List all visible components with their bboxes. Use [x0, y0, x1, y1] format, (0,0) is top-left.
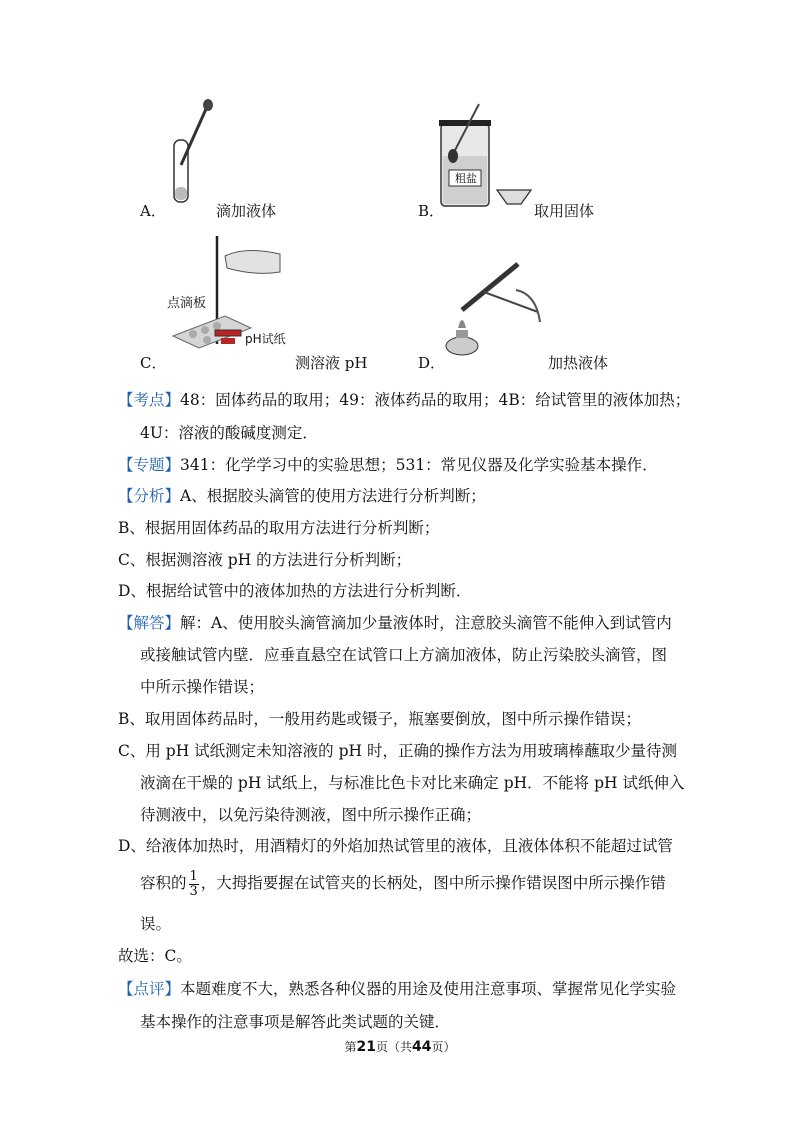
fenxi-text-3: C、根据测溶液 pH 的方法进行分析判断；	[118, 551, 412, 569]
fraction-numerator: 1	[189, 868, 198, 884]
jieda-c3: 待测液中，以免污染待测液，图中所示操作正确；	[140, 806, 482, 824]
dropper-figure	[160, 95, 220, 210]
fenxi-text-1: A、根据胶头滴管的使用方法进行分析判断；	[180, 487, 486, 505]
footer-total-pages: 44	[412, 1039, 432, 1055]
dianping-text-1: 本题难度不大，熟悉各种仪器的用途及使用注意事项、掌握常见化学实验	[180, 980, 677, 998]
dianping-tag: 【点评】	[118, 980, 181, 998]
jieda-d1: D、给液体加热时，用酒精灯的外焰加热试管里的液体，且液体体积不能超过试管	[118, 837, 673, 855]
jieda-a1: 解：A、使用胶头滴管滴加少量液体时，注意胶头滴管不能伸入到试管内	[180, 614, 672, 632]
zhuanti-text: 341：化学学习中的实验思想；531：常见仪器及化学实验基本操作．	[180, 456, 658, 474]
jieda-c2: 液滴在干燥的 pH 试纸上，与标准比色卡对比来确定 pH．不能将 pH 试纸伸入	[140, 774, 685, 792]
jieda-a3: 中所示操作错误；	[140, 678, 265, 696]
footer-post: 页）	[431, 1040, 456, 1054]
fenxi-text-4: D、根据给试管中的液体加热的方法进行分析判断．	[118, 582, 472, 600]
ph-test-figure	[165, 236, 295, 351]
fenxi-line-1	[118, 486, 486, 506]
option-a-caption: 滴加液体	[216, 202, 277, 220]
dianping-line-1	[118, 979, 676, 999]
fraction-one-third	[189, 870, 199, 899]
zhuanti-tag: 【专题】	[118, 456, 181, 474]
kaodian-line-1	[118, 390, 690, 410]
jieda-line-a1	[118, 613, 672, 633]
footer-mid: 页（共	[375, 1040, 412, 1054]
footer-page-number: 21	[356, 1039, 376, 1055]
fenxi-text-2: B、根据用固体药品的取用方法进行分析判断；	[118, 519, 440, 537]
option-c-caption: 测溶液 pH	[295, 354, 368, 372]
heating-figure	[440, 250, 550, 360]
option-d-caption: 加热液体	[548, 354, 609, 372]
jieda-d2-line	[140, 868, 666, 899]
jieda-tag: 【解答】	[118, 614, 181, 632]
jieda-a2: 或接触试管内壁．应垂直悬空在试管口上方滴加液体，防止污染胶头滴管，图	[140, 646, 668, 664]
dianping-text-2: 基本操作的注意事项是解答此类试题的关键．	[140, 1013, 451, 1031]
fenxi-tag: 【分析】	[118, 487, 181, 505]
fraction-denominator: 3	[189, 883, 198, 899]
option-d-letter: D．	[418, 354, 446, 372]
jieda-d2-before: 容积的	[140, 874, 187, 892]
kaodian-text-2: 4U：溶液的酸碱度测定．	[140, 424, 318, 442]
jieda-d2-after: ，大拇指要握在试管夹的长柄处，图中所示操作错误图中所示操作错	[200, 874, 666, 892]
solid-jar-figure	[435, 96, 535, 214]
jieda-c1: C、用 pH 试纸测定未知溶液的 pH 时，正确的操作方法为用玻璃棒蘸取少量待测	[118, 742, 677, 760]
kaodian-text-1: 48：固体药品的取用；49：液体药品的取用；4B：给试管里的液体加热；	[180, 391, 691, 409]
zhuanti-line	[118, 455, 658, 475]
option-b-letter: B．	[418, 202, 445, 220]
option-b-caption: 取用固体	[534, 202, 595, 220]
jieda-b1: B、取用固体药品时，一般用药匙或镊子，瓶塞要倒放，图中所示操作错误；	[118, 710, 641, 728]
answer-line: 故选：C。	[118, 947, 192, 965]
jieda-d3: 误。	[140, 915, 172, 933]
footer-pre: 第	[344, 1040, 357, 1054]
page-footer	[0, 1038, 800, 1055]
option-c-letter: C．	[140, 354, 167, 372]
jar-label: 粗盐	[455, 172, 477, 185]
option-a-letter: A．	[140, 202, 166, 220]
kaodian-tag: 【考点】	[118, 391, 181, 409]
spot-plate-label: 点滴板	[167, 296, 207, 311]
ph-paper-label: pH试纸	[245, 332, 286, 346]
